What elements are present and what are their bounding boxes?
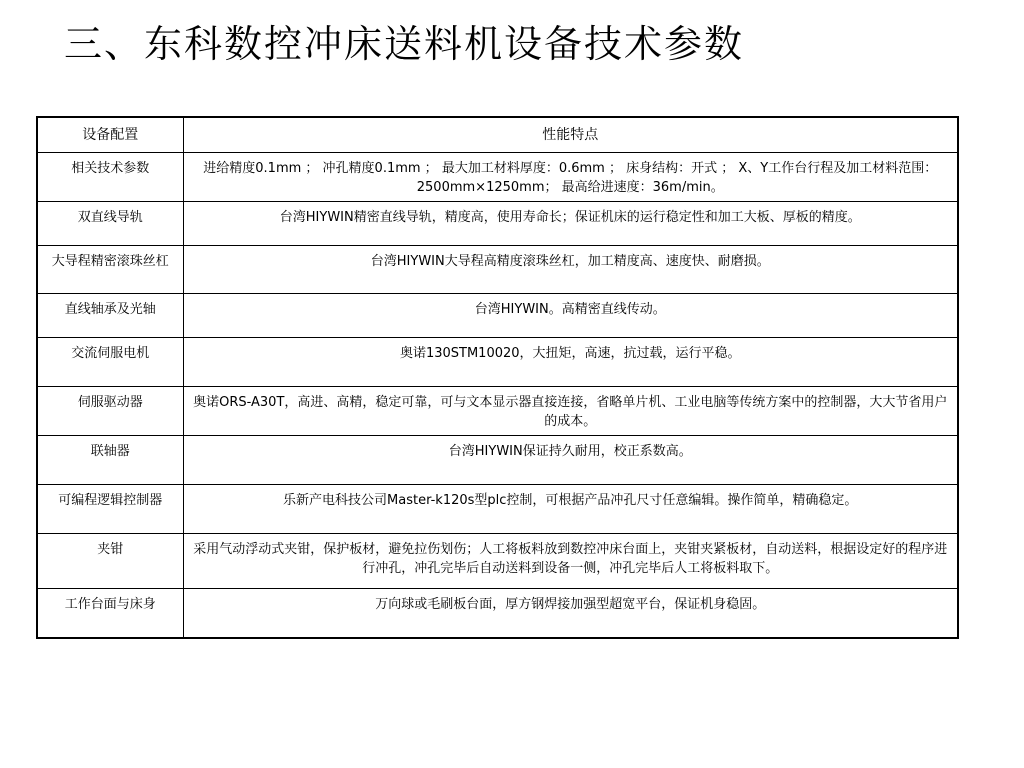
table-row	[37, 534, 958, 589]
row-desc-servo-motor: 奥诺130STM10020，大扭矩，高速，抗过载，运行平稳。	[183, 338, 958, 387]
table-row	[37, 246, 958, 294]
row-name-ball-screw: 大导程精密滚珠丝杠	[37, 246, 183, 294]
row-desc-clamp: 采用气动浮动式夹钳，保护板材，避免拉伤划伤；人工将板料放到数控冲床台面上，夹钳夹紧板材，自动送料，根据设定好的程序进行冲孔，冲孔完毕后自动送料到设备一侧，冲孔完毕后人工将板料取下。	[183, 534, 958, 589]
table-row	[37, 436, 958, 485]
row-desc-coupling: 台湾HIYWIN保证持久耐用，校正系数高。	[183, 436, 958, 485]
table-row	[37, 338, 958, 387]
row-name-tech-params: 相关技术参数	[37, 153, 183, 202]
slide-title: 三、东科数控冲床送料机设备技术参数	[64, 22, 745, 66]
table-row	[37, 589, 958, 639]
row-name-coupling: 联轴器	[37, 436, 183, 485]
row-desc-plc: 乐新产电科技公司Master-k120s型plc控制，可根据产品冲孔尺寸任意编辑。操作简单，精确稳定。	[183, 485, 958, 534]
row-desc-linear-bearing: 台湾HIYWIN。高精密直线传动。	[183, 294, 958, 338]
row-desc-servo-driver: 奥诺ORS-A30T，高进、高精，稳定可靠，可与文本显示器直接连接，省略单片机、工业电脑等传统方案中的控制器，大大节省用户的成本。	[183, 387, 958, 436]
row-desc-ball-screw: 台湾HIYWIN大导程高精度滚珠丝杠，加工精度高、速度快、耐磨损。	[183, 246, 958, 294]
header-config: 设备配置	[37, 117, 183, 153]
row-desc-linear-guide: 台湾HIYWIN精密直线导轨，精度高，使用寿命长；保证机床的运行稳定性和加工大板、厚板的精度。	[183, 202, 958, 246]
table-header-row	[37, 117, 958, 153]
row-desc-worktable: 万向球或毛刷板台面，厚方钢焊接加强型超宽平台，保证机身稳固。	[183, 589, 958, 639]
table-row	[37, 202, 958, 246]
row-name-servo-motor: 交流伺服电机	[37, 338, 183, 387]
table-row	[37, 387, 958, 436]
row-desc-tech-params: 进给精度0.1mm ； 冲孔精度0.1mm ； 最大加工材料厚度：0.6mm ； 床身结构：开式 ； X、Y工作台行程及加工材料范围：2500mm×1250mm； 最高给进速度：36m/min。	[183, 153, 958, 202]
row-name-servo-driver: 伺服驱动器	[37, 387, 183, 436]
header-features: 性能特点	[183, 117, 958, 153]
row-name-linear-guide: 双直线导轨	[37, 202, 183, 246]
row-name-clamp: 夹钳	[37, 534, 183, 589]
row-name-linear-bearing: 直线轴承及光轴	[37, 294, 183, 338]
table-row	[37, 294, 958, 338]
row-name-worktable: 工作台面与床身	[37, 589, 183, 639]
spec-table	[36, 116, 959, 639]
row-name-plc: 可编程逻辑控制器	[37, 485, 183, 534]
table-row	[37, 485, 958, 534]
table-row	[37, 153, 958, 202]
